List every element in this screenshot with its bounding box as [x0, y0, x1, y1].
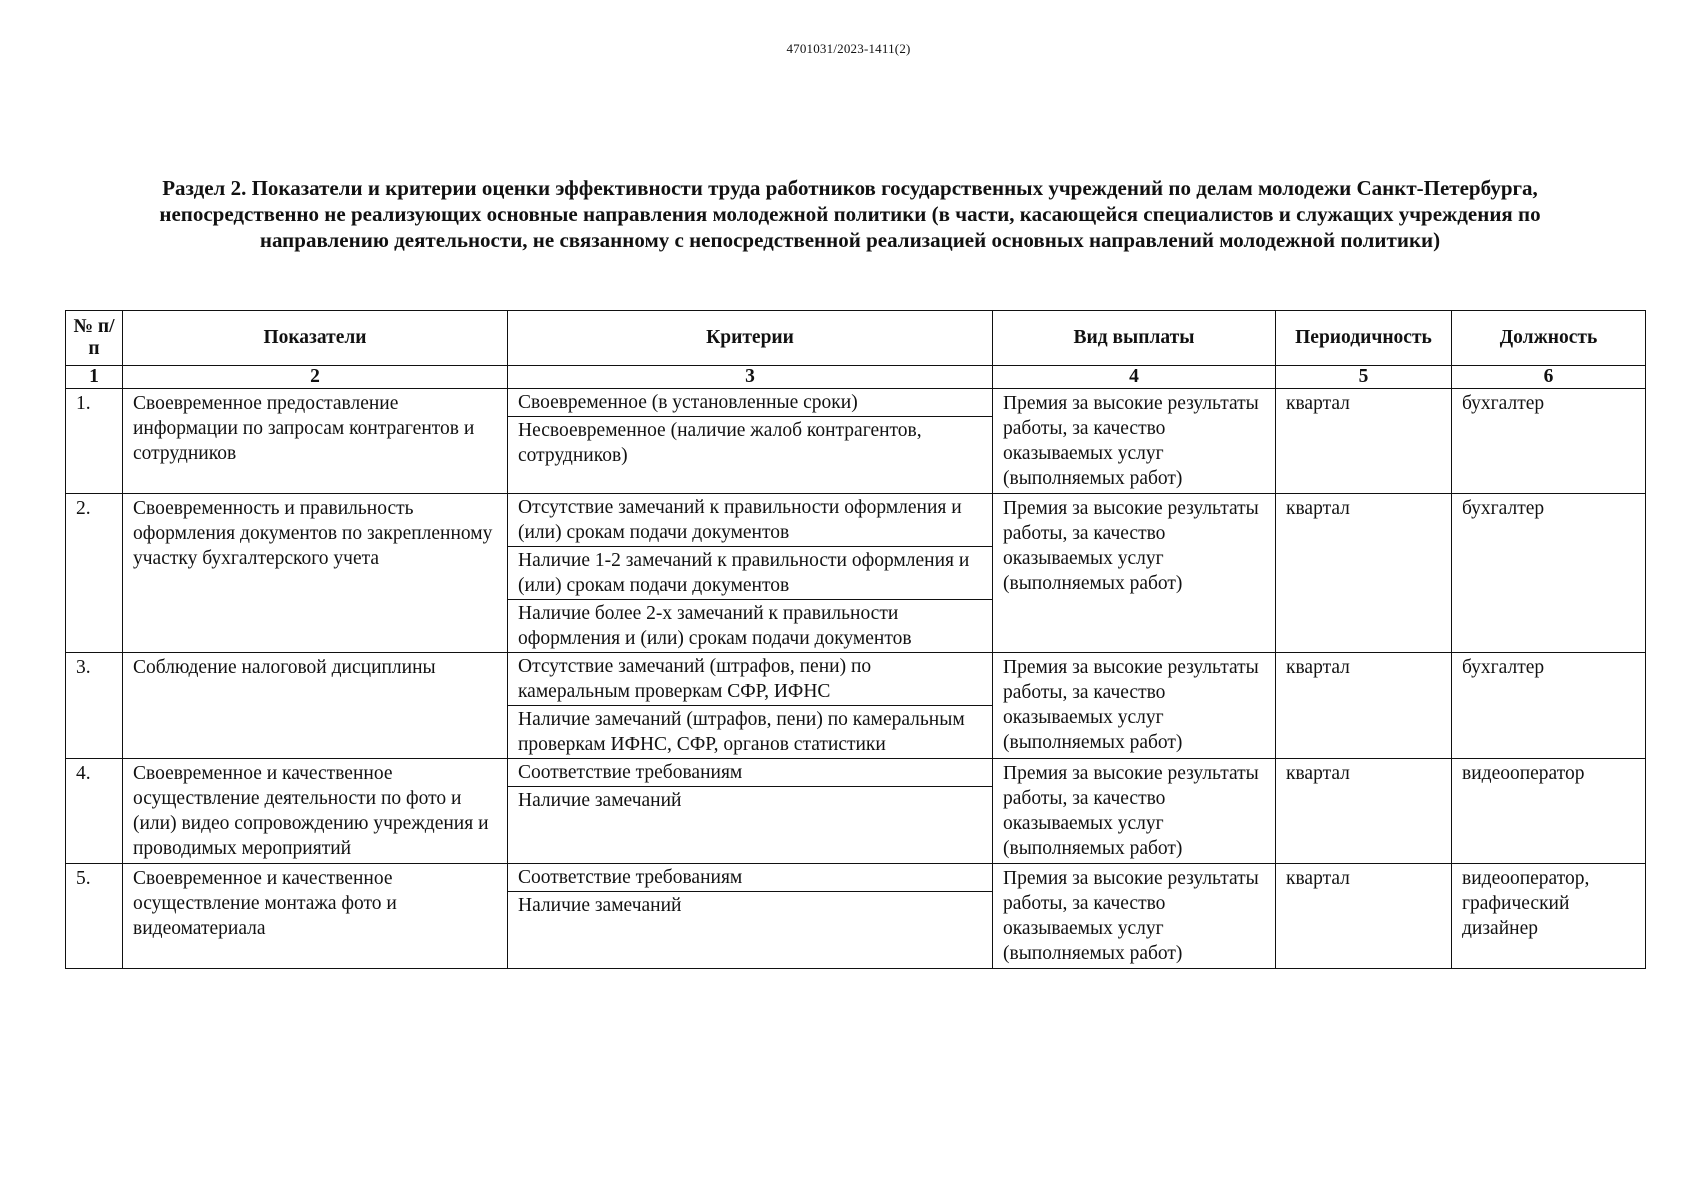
criterion-item: Соответствие требованиям	[508, 864, 992, 892]
col-number: 3	[508, 366, 993, 389]
criterion-item: Соответствие требованиям	[508, 759, 992, 787]
criteria-cell	[508, 759, 993, 864]
position-cell: видеооператор	[1452, 759, 1646, 864]
table-row	[66, 759, 1646, 864]
row-number: 4.	[66, 759, 123, 864]
col-number: 1	[66, 366, 123, 389]
payment-cell: Премия за высокие результаты работы, за качество оказываемых услуг (выполняемых работ)	[993, 653, 1276, 759]
indicator-cell: Своевременное и качественное осуществление монтажа фото и видеоматериала	[123, 864, 508, 969]
table-row	[66, 653, 1646, 759]
criteria-cell	[508, 653, 993, 759]
column-number-row	[66, 366, 1646, 389]
position-cell: видеооператор, графический дизайнер	[1452, 864, 1646, 969]
position-cell: бухгалтер	[1452, 389, 1646, 494]
period-cell: квартал	[1276, 759, 1452, 864]
header-indicator: Показатели	[123, 311, 508, 366]
section-title: Раздел 2. Показатели и критерии оценки эффективности труда работников государственных учреждений по делам молодежи Санкт-Петербурга, непосредственно не реализующих основные направления молодежной политики (в части, касающейся специалистов и служащих учреждения по направлению деятельности, не связанному с непосредственной реализацией основных направлений молодежной политики)	[159, 176, 1541, 252]
criterion-item: Наличие замечаний	[518, 790, 682, 811]
table-row	[66, 494, 1646, 653]
row-number: 1.	[66, 389, 123, 494]
header-position: Должность	[1452, 311, 1646, 366]
col-number: 6	[1452, 366, 1646, 389]
indicator-cell: Своевременное и качественное осуществление деятельности по фото и (или) видео сопровождению учреждения и проводимых мероприятий	[123, 759, 508, 864]
criterion-item: Наличие замечаний	[518, 895, 682, 916]
payment-cell: Премия за высокие результаты работы, за качество оказываемых услуг (выполняемых работ)	[993, 759, 1276, 864]
criterion-item: Наличие более 2-х замечаний к правильности оформления и (или) срокам подачи документов	[518, 603, 912, 649]
period-cell: квартал	[1276, 494, 1452, 653]
header-period: Периодичность	[1276, 311, 1452, 366]
criterion-item: Наличие замечаний (штрафов, пени) по камеральным проверкам ИФНС, СФР, органов статистики	[518, 709, 965, 755]
criterion-item: Наличие 1-2 замечаний к правильности оформления и (или) срокам подачи документов	[508, 547, 992, 600]
indicator-cell: Своевременное предоставление информации по запросам контрагентов и сотрудников	[123, 389, 508, 494]
criteria-cell	[508, 494, 993, 653]
header-criteria: Критерии	[508, 311, 993, 366]
payment-cell: Премия за высокие результаты работы, за качество оказываемых услуг (выполняемых работ)	[993, 389, 1276, 494]
table-row	[66, 389, 1646, 494]
document-number: 4701031/2023-1411(2)	[786, 41, 911, 56]
period-cell: квартал	[1276, 864, 1452, 969]
position-cell: бухгалтер	[1452, 494, 1646, 653]
header-payment: Вид выплаты	[993, 311, 1276, 366]
header-num: № п/п	[66, 311, 123, 366]
criterion-item: Отсутствие замечаний (штрафов, пени) по камеральным проверкам СФР, ИФНС	[508, 653, 992, 706]
payment-cell: Премия за высокие результаты работы, за качество оказываемых услуг (выполняемых работ)	[993, 494, 1276, 653]
col-number: 2	[123, 366, 508, 389]
indicator-cell: Соблюдение налоговой дисциплины	[123, 653, 508, 759]
payment-cell: Премия за высокие результаты работы, за качество оказываемых услуг (выполняемых работ)	[993, 864, 1276, 969]
criteria-table	[65, 310, 1646, 969]
period-cell: квартал	[1276, 653, 1452, 759]
criterion-item: Несвоевременное (наличие жалоб контрагентов, сотрудников)	[518, 420, 922, 466]
row-number: 2.	[66, 494, 123, 653]
col-number: 5	[1276, 366, 1452, 389]
table-row	[66, 864, 1646, 969]
criteria-cell	[508, 864, 993, 969]
row-number: 5.	[66, 864, 123, 969]
col-number: 4	[993, 366, 1276, 389]
criterion-item: Отсутствие замечаний к правильности оформления и (или) срокам подачи документов	[508, 494, 992, 547]
row-number: 3.	[66, 653, 123, 759]
header-row	[66, 311, 1646, 366]
position-cell: бухгалтер	[1452, 653, 1646, 759]
indicator-cell: Своевременность и правильность оформления документов по закрепленному участку бухгалтерского учета	[123, 494, 508, 653]
criterion-item: Своевременное (в установленные сроки)	[508, 389, 992, 417]
period-cell: квартал	[1276, 389, 1452, 494]
criteria-cell	[508, 389, 993, 494]
